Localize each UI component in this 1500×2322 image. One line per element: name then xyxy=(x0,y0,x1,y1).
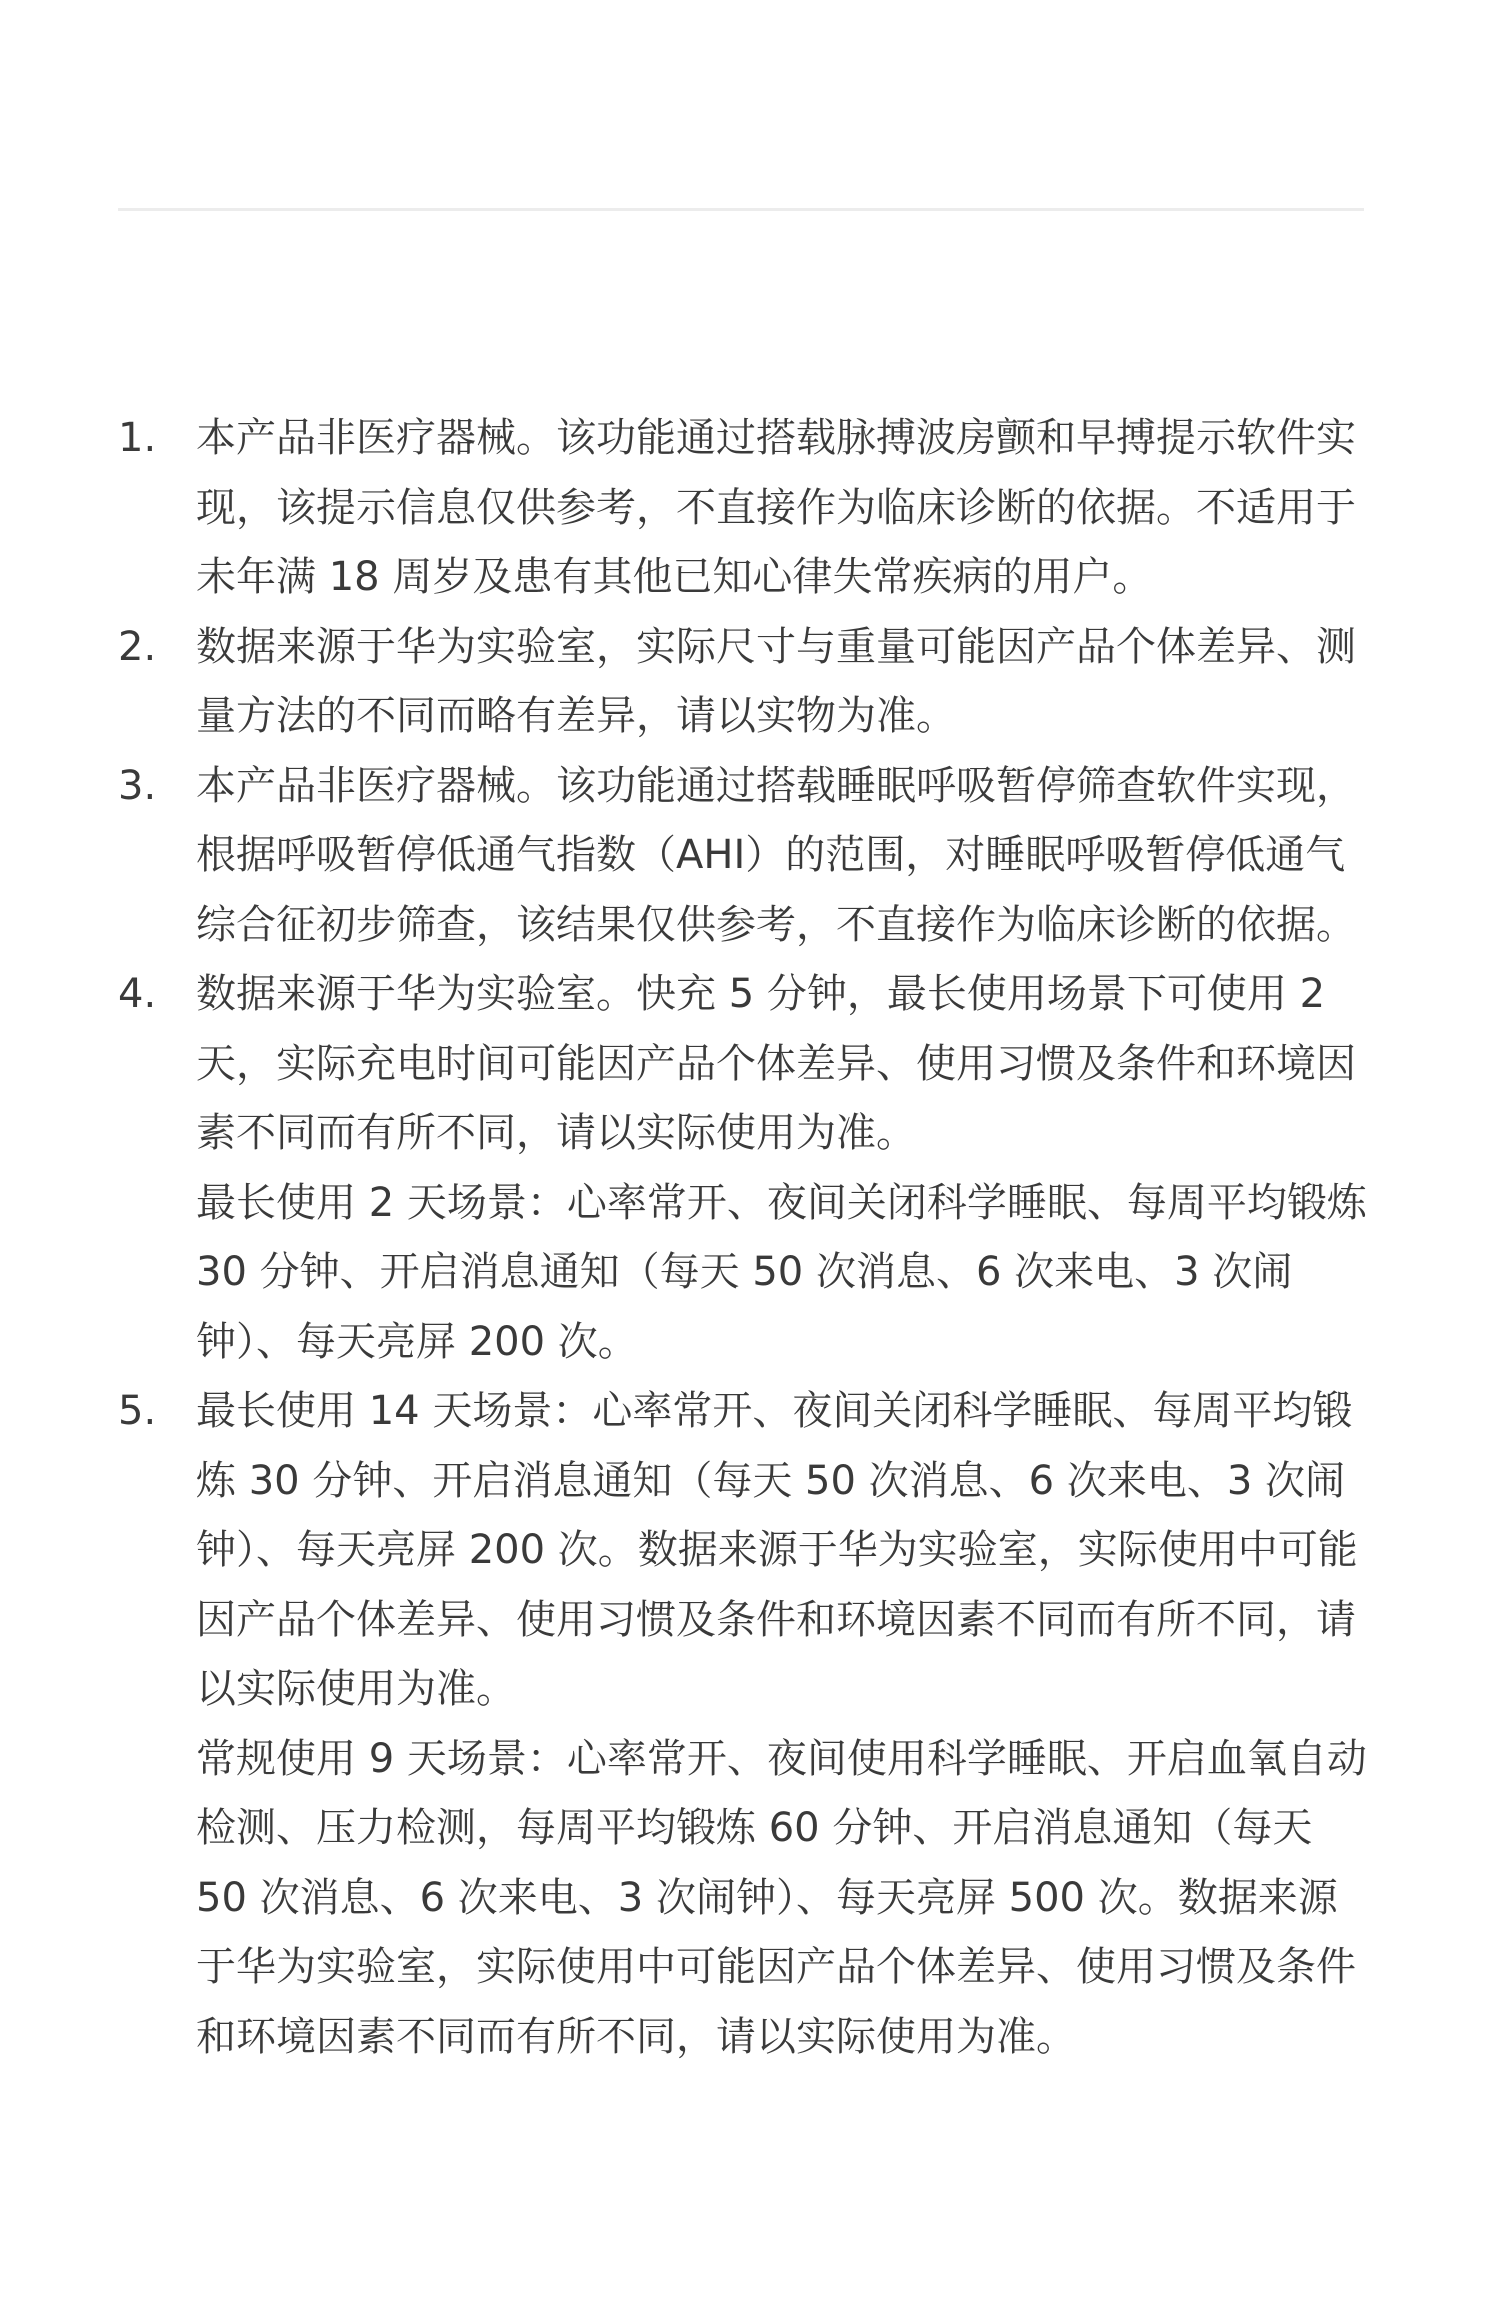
footnote-item xyxy=(118,960,1368,1377)
footnote-number: 3. xyxy=(118,762,157,809)
footnote-paragraph: 本产品非医疗器械。该功能通过搭载睡眠呼吸暂停筛查软件实现，根据呼吸暂停低通气指数（AHI）的范围，对睡眠呼吸暂停低通气综合征初步筛查，该结果仅供参考，不直接作为临床诊断的依据。 xyxy=(196,762,1356,948)
footnote-paragraph: 常规使用 9 天场景：心率常开、夜间使用科学睡眠、开启血氧自动检测、压力检测，每周平均锻炼 60 分钟、开启消息通知（每天 50 次消息、6 次来电、3 次闹钟）、每天亮屏 500 次。数据来源于华为实验室，实际使用中可能因产品个体差异、使用习惯及条件和环境因素不同而有所不同，请以实际使用为准。 xyxy=(196,1735,1367,2060)
footnote-text xyxy=(196,404,1368,613)
footnote-text xyxy=(196,1377,1368,2072)
footnote-paragraph: 最长使用 2 天场景：心率常开、夜间关闭科学睡眠、每周平均锻炼 30 分钟、开启消息通知（每天 50 次消息、6 次来电、3 次闹钟）、每天亮屏 200 次。 xyxy=(196,1179,1367,1365)
footnote-paragraph: 最长使用 14 天场景：心率常开、夜间关闭科学睡眠、每周平均锻炼 30 分钟、开启消息通知（每天 50 次消息、6 次来电、3 次闹钟）、每天亮屏 200 次。数据来源于华为实验室，实际使用中可能因产品个体差异、使用习惯及条件和环境因素不同而有所不同，请以实际使用为准。 xyxy=(196,1388,1358,1712)
footnote-text xyxy=(196,752,1368,961)
footnote-item xyxy=(118,752,1368,961)
footnote-item xyxy=(118,404,1368,613)
footnote-paragraph: 本产品非医疗器械。该功能通过搭载脉搏波房颤和早搏提示软件实现，该提示信息仅供参考，不直接作为临床诊断的依据。不适用于未年满 18 周岁及患有其他已知心律失常疾病的用户。 xyxy=(196,415,1356,600)
footnote-paragraph: 数据来源于华为实验室。快充 5 分钟，最长使用场景下可使用 2 天，实际充电时间可能因产品个体差异、使用习惯及条件和环境因素不同而有所不同，请以实际使用为准。 xyxy=(196,971,1356,1156)
footnote-paragraph: 数据来源于华为实验室，实际尺寸与重量可能因产品个体差异、测量方法的不同而略有差异，请以实物为准。 xyxy=(196,623,1356,739)
footnote-item xyxy=(118,613,1368,752)
footnote-text xyxy=(196,613,1368,752)
footnote-number: 5. xyxy=(118,1388,157,1434)
footnote-text xyxy=(196,960,1368,1377)
footnote-number: 1. xyxy=(118,415,157,461)
footnote-list xyxy=(118,404,1368,2072)
footnote-item xyxy=(118,1377,1368,2072)
footnote-number: 2. xyxy=(118,623,157,670)
top-divider xyxy=(118,208,1364,211)
footnote-number: 4. xyxy=(118,971,157,1017)
